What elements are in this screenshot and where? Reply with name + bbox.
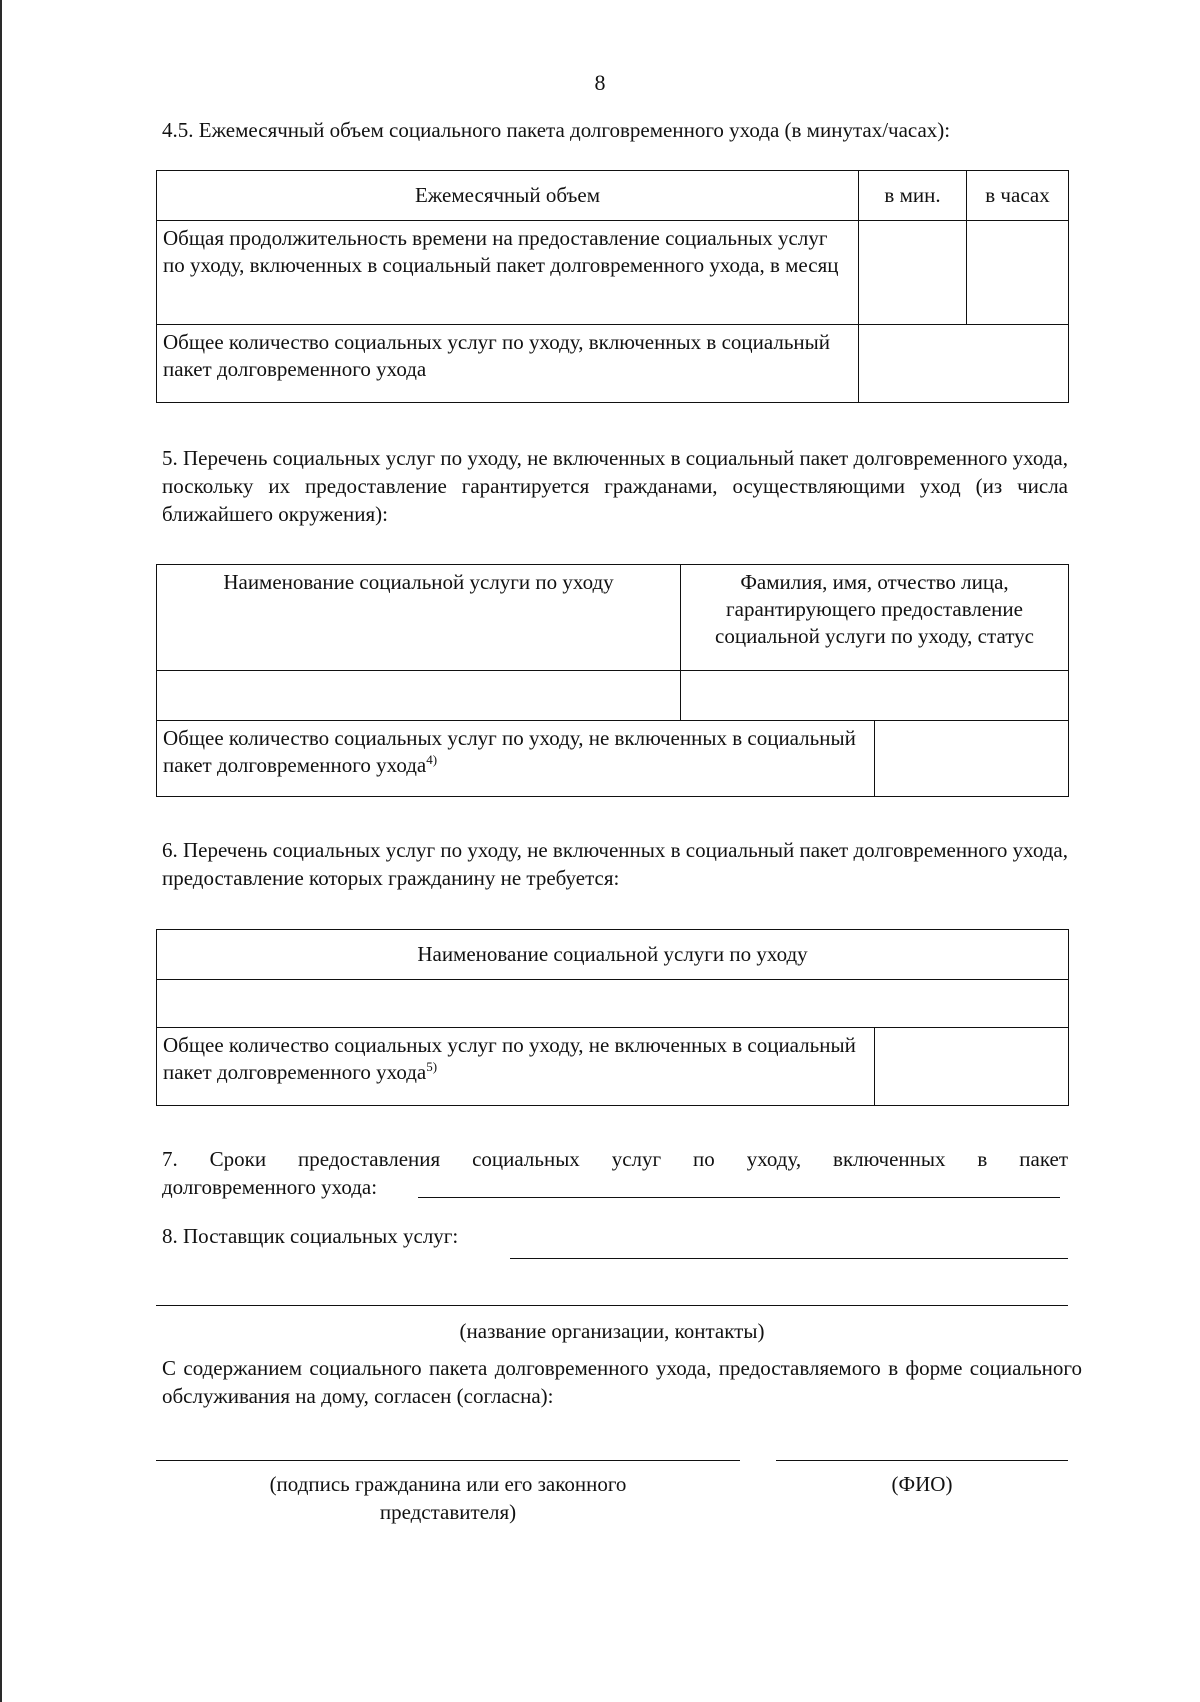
not-included-total-text: Общее количество социальных услуг по уходу, не включенных в социальный пакет долговременного ухода: [163, 726, 856, 777]
not-required-total-cell[interactable]: [875, 1028, 1069, 1106]
row-total-duration-label: Общая продолжительность времени на предоставление социальных услуг по уходу, включенных в социальный пакет долговременного ухода, в месяц: [157, 221, 859, 325]
row-not-required-total-label: [157, 1028, 875, 1106]
signature-caption: (подпись гражданина или его законного представителя): [269, 1472, 627, 1524]
footnote-marker: 5): [426, 1059, 438, 1074]
service-name-cell[interactable]: [157, 980, 1069, 1028]
row-total-count-label: Общее количество социальных услуг по уходу, включенных в социальный пакет долговременного ухода: [157, 325, 859, 403]
guarantor-cell[interactable]: [681, 671, 1069, 721]
total-count-cell[interactable]: [859, 325, 1069, 403]
total-duration-hours-cell[interactable]: [967, 221, 1069, 325]
col-header-hours: в часах: [967, 171, 1069, 221]
section-7-line1: 7. Сроки предоставления социальных услуг по уходу, включенных в пакет: [162, 1147, 1068, 1171]
fio-line[interactable]: [776, 1460, 1068, 1461]
section-4-5-heading: 4.5. Ежемесячный объем социального пакета долговременного ухода (в минутах/часах):: [162, 118, 951, 142]
section-7: [162, 1145, 1068, 1201]
section-6-heading: 6. Перечень социальных услуг по уходу, не включенных в социальный пакет долговременного ухода, предоставление которых гражданину не требуется:: [162, 838, 1068, 890]
not-included-total-cell[interactable]: [875, 721, 1069, 797]
col-header-guarantor: Фамилия, имя, отчество лица, гарантирующего предоставление социальной услуги по уходу, статус: [681, 565, 1069, 671]
provider-fill-line-2[interactable]: [156, 1305, 1068, 1306]
provider-caption: (название организации, контакты): [459, 1319, 765, 1343]
total-duration-minutes-cell[interactable]: [859, 221, 967, 325]
section-8-label: 8. Поставщик социальных услуг:: [162, 1224, 459, 1248]
scan-edge: [0, 0, 2, 1702]
deadlines-fill-line[interactable]: [418, 1197, 1060, 1198]
col-header-monthly-volume: Ежемесячный объем: [157, 171, 859, 221]
provider-fill-line[interactable]: [510, 1258, 1068, 1259]
footnote-marker: 4): [426, 752, 438, 767]
section-7-line2: долговременного ухода:: [162, 1175, 378, 1199]
not-required-total-text: Общее количество социальных услуг по уходу, не включенных в социальный пакет долговременного ухода: [163, 1033, 856, 1084]
family-guaranteed-services-table: [156, 564, 1069, 797]
col-header-service-name: Наименование социальной услуги по уходу: [157, 930, 1069, 980]
service-name-cell[interactable]: [157, 671, 681, 721]
col-header-minutes: в мин.: [859, 171, 967, 221]
signature-line[interactable]: [156, 1460, 740, 1461]
section-5-heading: 5. Перечень социальных услуг по уходу, не включенных в социальный пакет долговременного ухода, поскольку их предоставление гарантируется гражданами, осуществляющими уход (из числа ближайшего окружения):: [162, 446, 1068, 526]
fio-caption: (ФИО): [891, 1472, 953, 1496]
page-number: 8: [594, 70, 606, 95]
monthly-volume-table: [156, 170, 1069, 403]
col-header-service-name: Наименование социальной услуги по уходу: [157, 565, 681, 671]
not-required-services-table: [156, 929, 1069, 1106]
row-not-included-total-label: [157, 721, 875, 797]
consent-text: С содержанием социального пакета долговременного ухода, предоставляемого в форме социального обслуживания на дому, согласен (согласна):: [162, 1356, 1082, 1408]
